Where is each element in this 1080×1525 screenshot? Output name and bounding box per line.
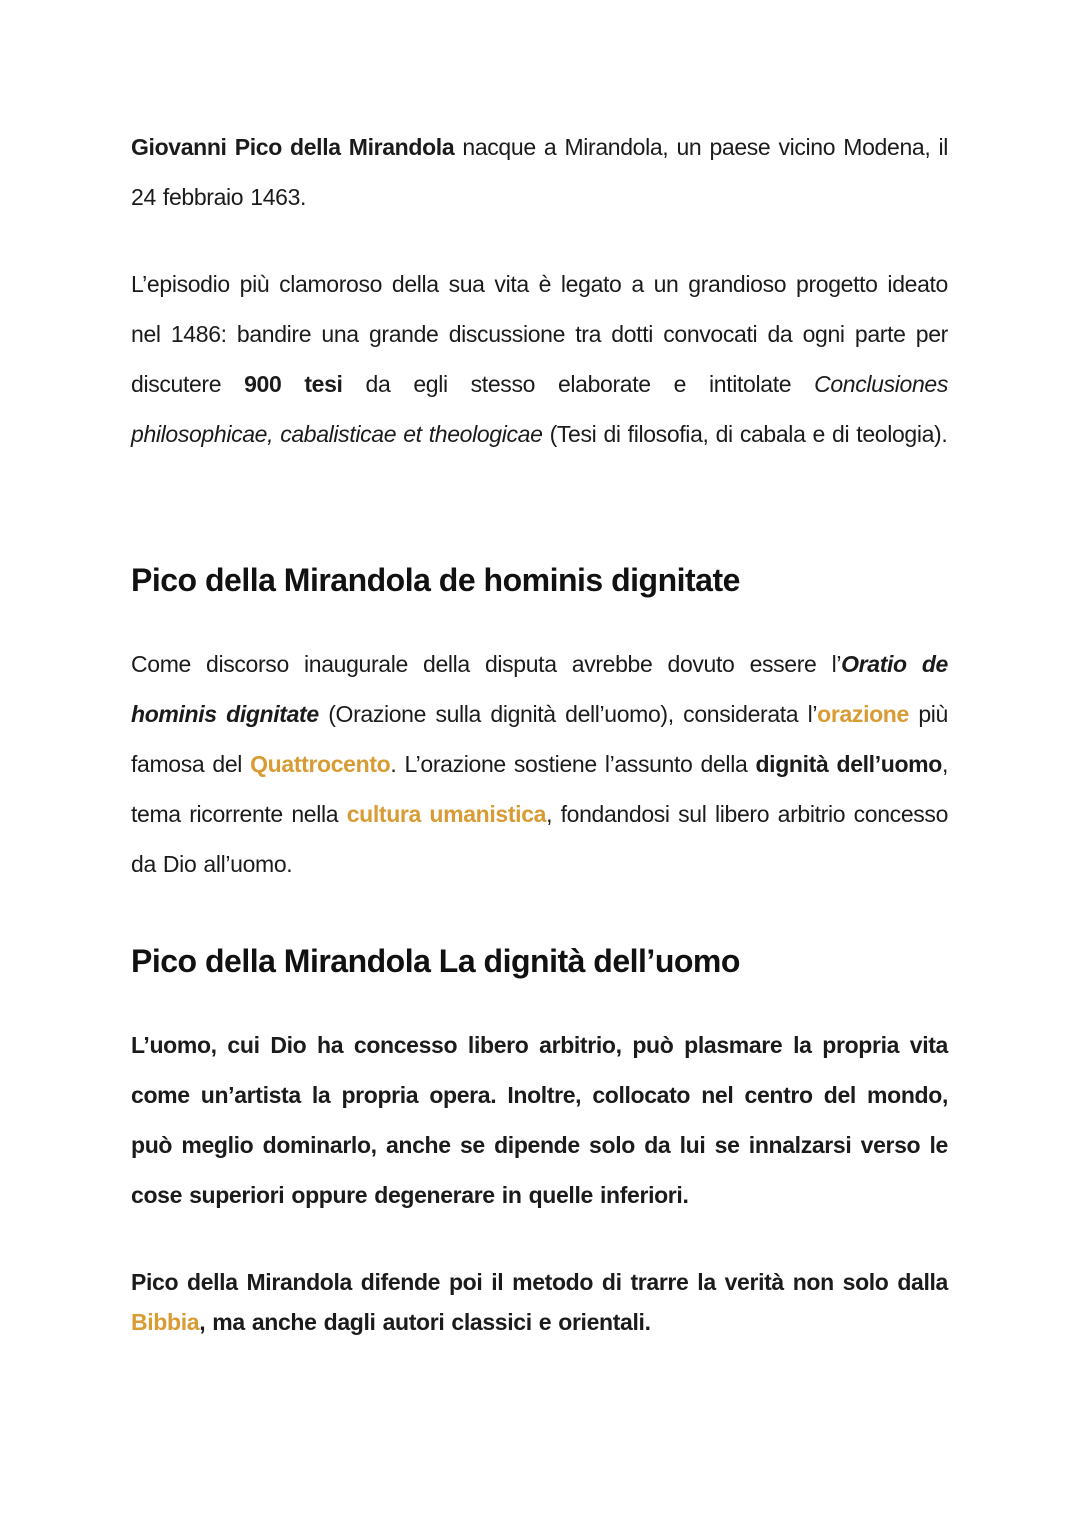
bold-dignita: dignità dell’uomo bbox=[755, 751, 942, 777]
paragraph-metodo bbox=[131, 1262, 948, 1342]
text: Pico della Mirandola difende poi il metodo di trarre la verità non solo dalla bbox=[131, 1269, 948, 1295]
text: , fondandosi sul libero arbitrio concesso da Dio all’uomo. bbox=[131, 801, 949, 877]
paragraph-episode bbox=[131, 259, 948, 459]
bold-theses: 900 tesi bbox=[244, 371, 343, 397]
bold-name: Giovanni Pico della Mirandola bbox=[131, 134, 455, 160]
text: . L’orazione sostiene l’assunto della bbox=[390, 751, 756, 777]
text: , tema ricorrente nella bbox=[131, 751, 948, 827]
text: da egli stesso elaborate e intitolate bbox=[342, 371, 815, 397]
text: (Tesi di filosofia, di cabala e di teologia). bbox=[542, 421, 948, 447]
paragraph-libero-arbitrio: L’uomo, cui Dio ha concesso libero arbitrio, può plasmare la propria vita come un’artista la propria opera. Inoltre, collocato nel centro del mondo, può meglio dominarlo, anche se dipende solo da lui se innalzarsi verso le cose superiori oppure degenerare in quelle inferiori. bbox=[131, 1032, 948, 1208]
text: nacque a Mirandola, un paese vicino Modena, il 24 febbraio 1463. bbox=[131, 134, 949, 210]
text: L’episodio più clamoroso della sua vita è legato a un grandioso progetto ideato nel 1486: bandire una grande discussione tra dotti convocati da ogni parte per discutere bbox=[131, 271, 948, 397]
bold-italic-title: Oratio de hominis dignitate bbox=[131, 651, 948, 727]
paragraph-birth bbox=[131, 122, 948, 222]
accent-link-orazione[interactable]: orazione bbox=[817, 701, 909, 727]
text: più famosa del bbox=[131, 701, 948, 777]
italic-title: Conclusiones philosophicae, cabalisticae et theologicae bbox=[131, 371, 948, 447]
accent-link-cultura-umanistica[interactable]: cultura umanistica bbox=[346, 801, 547, 827]
text: (Orazione sulla dignità dell’uomo), considerata l’ bbox=[318, 701, 818, 727]
accent-link-quattrocento[interactable]: Quattrocento bbox=[250, 751, 391, 777]
heading-de-hominis-dignitate: Pico della Mirandola de hominis dignitate bbox=[131, 562, 740, 598]
heading-dignita-uomo: Pico della Mirandola La dignità dell’uomo bbox=[131, 943, 740, 979]
accent-link-bibbia[interactable]: Bibbia bbox=[131, 1309, 200, 1335]
text: , ma anche dagli autori classici e orientali. bbox=[199, 1309, 651, 1335]
paragraph-oratio bbox=[131, 639, 948, 889]
text: Come discorso inaugurale della disputa avrebbe dovuto essere l’ bbox=[131, 651, 842, 677]
